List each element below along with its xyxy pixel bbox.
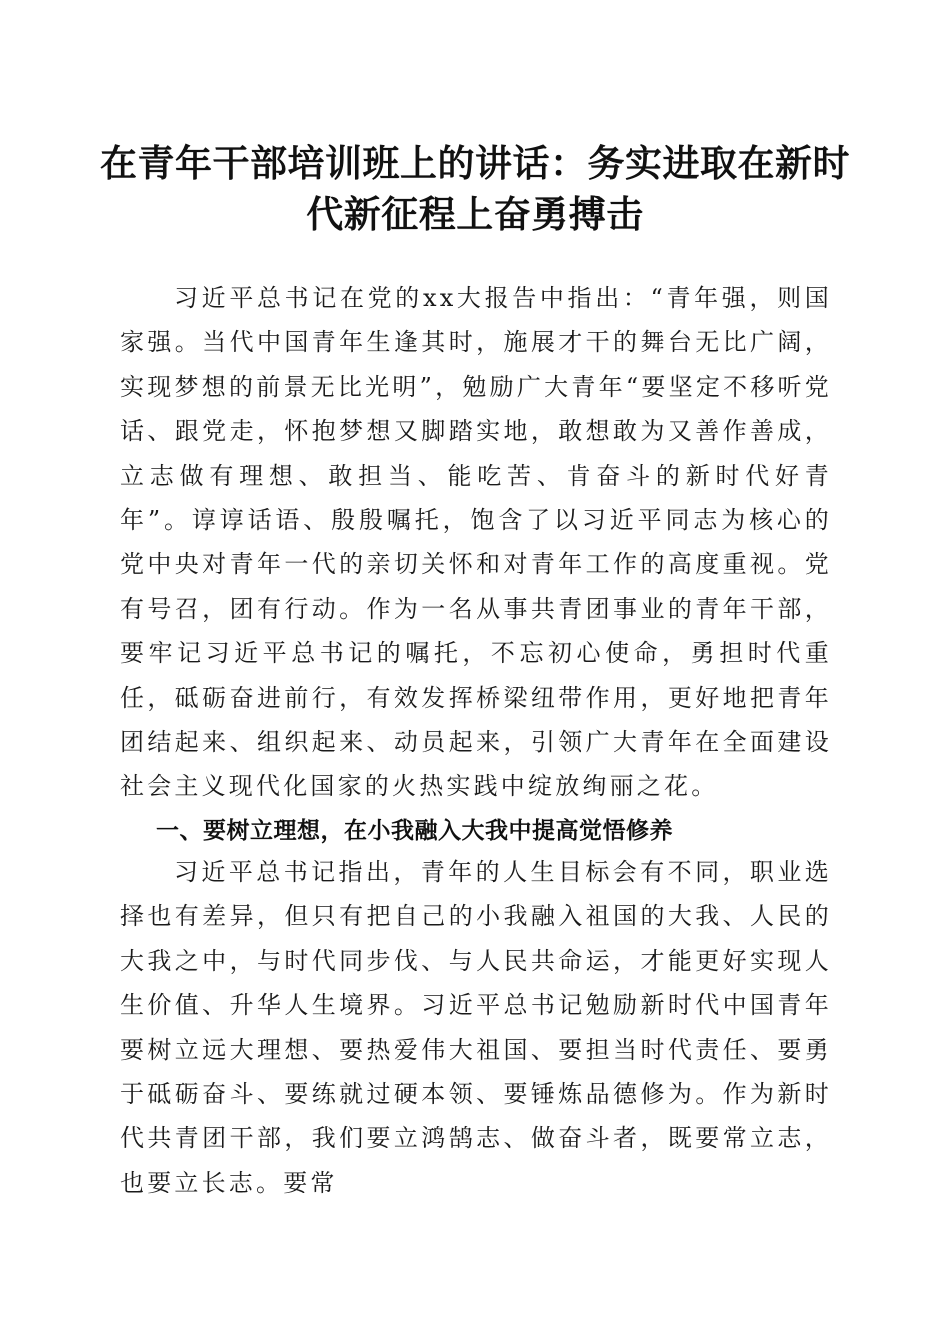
paragraph-intro: 习近平总书记在党的xx大报告中指出：“青年强，则国家强。当代中国青年生逢其时，施展才干的舞台无比广阔，实现梦想的前景无比光明”，勉励广大青年“要坚定不移听党话、跟党走，怀抱梦想又脚踏实地，敢想敢为又善作善成，立志做有理想、敢担当、能吃苦、肯奋斗的新时代好青年”。谆谆话语、殷殷嘱托，饱含了以习近平同志为核心的党中央对青年一代的亲切关怀和对青年工作的高度重视。党有号召，团有行动。作为一名从事共青团事业的青年干部，要牢记习近平总书记的嘱托，不忘初心使命，勇担时代重任，砥砺奋进前行，有效发挥桥梁纽带作用，更好地把青年团结起来、组织起来、动员起来，引领广大青年在全面建设社会主义现代化国家的火热实践中绽放绚丽之花。 xyxy=(120,284,832,801)
document-title: 在青年干部培训班上的讲话：务实进取在新时代新征程上奋勇搏击 xyxy=(100,141,850,236)
section-heading-1: 一、要树立理想，在小我融入大我中提高觉悟修养 xyxy=(156,818,673,844)
paragraph-section-1: 习近平总书记指出，青年的人生目标会有不同，职业选择也有差异，但只有把自己的小我融入祖国的大我、人民的大我之中，与时代同步伐、与人民共命运，才能更好实现人生价值、升华人生境界。习近平总书记勉励新时代中国青年要树立远大理想、要热爱伟大祖国、要担当时代责任、要勇于砥砺奋斗、要练就过硬本领、要锤炼品德修为。作为新时代共青团干部，我们要立鸿鹄志、做奋斗者，既要常立志，也要立长志。要常 xyxy=(120,858,832,1197)
